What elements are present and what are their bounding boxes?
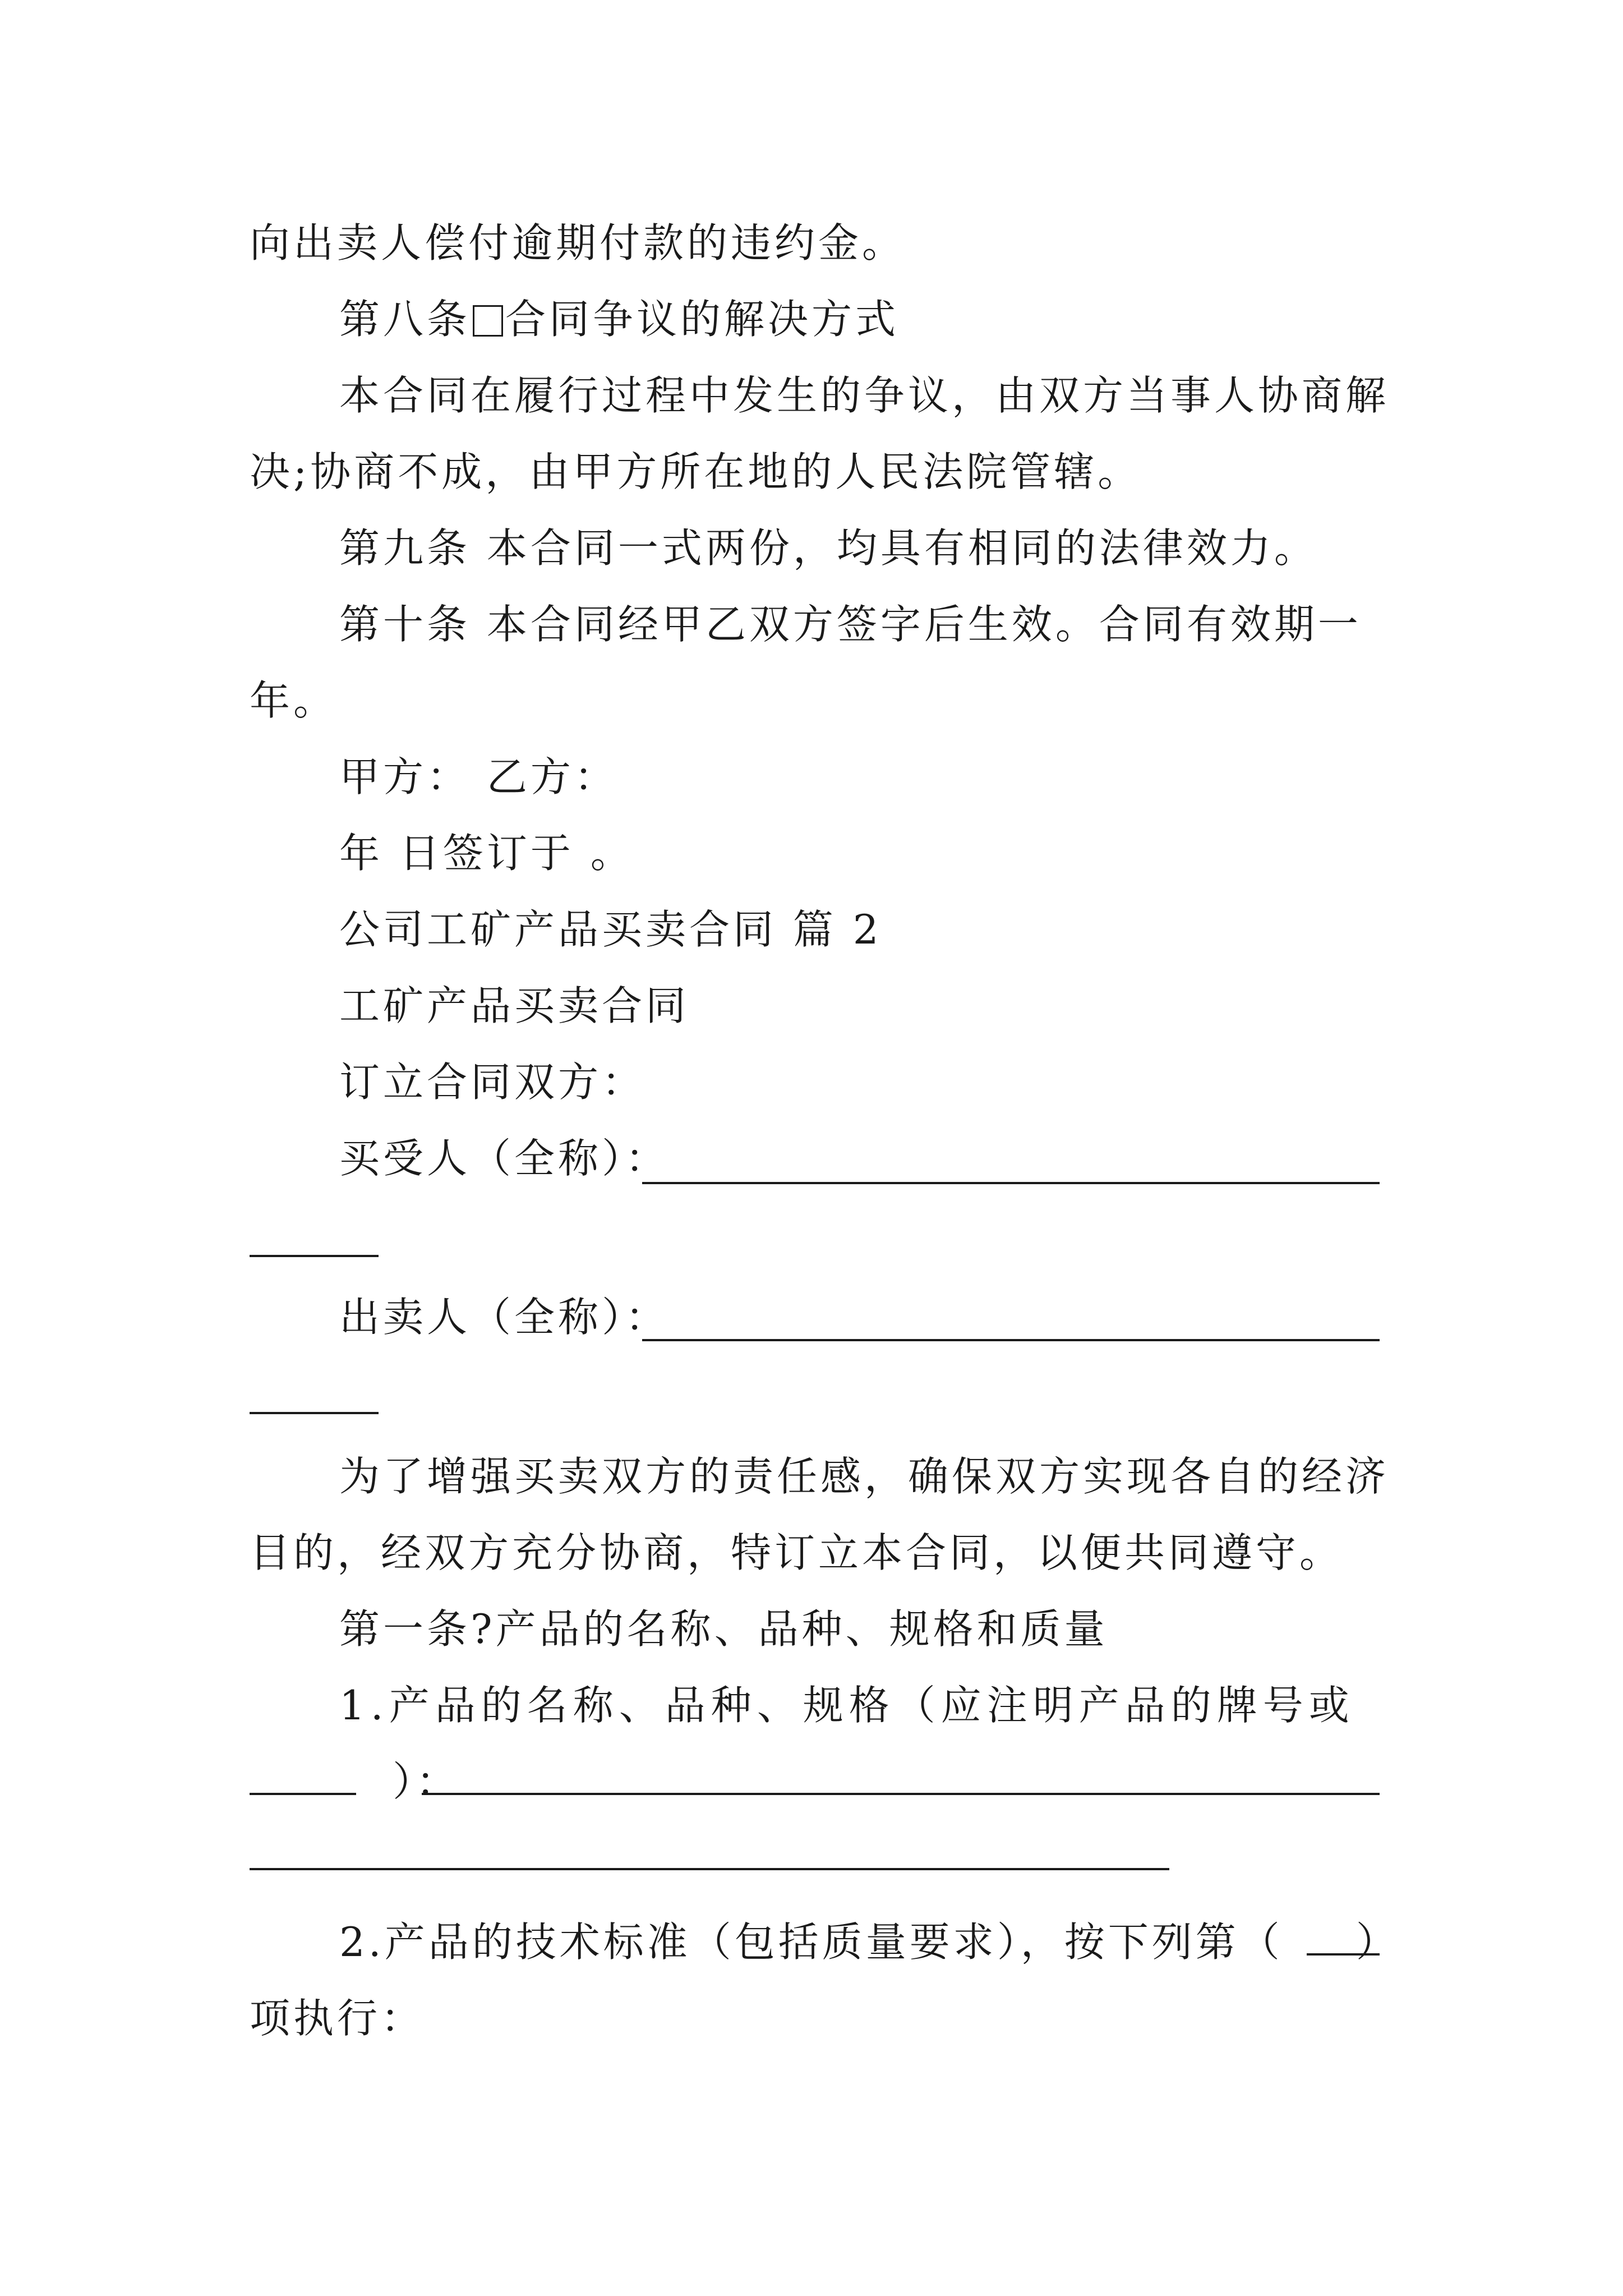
preamble-line-1: 为了增强买卖双方的责任感，确保双方实现各自的经济 (339, 1453, 1390, 1500)
brand-blank-line (250, 1793, 356, 1795)
preamble-line-2: 目的，经双方充分协商，特订立本合同，以便共同遵守。 (250, 1529, 1344, 1576)
clause-8-number: 第八条 (339, 296, 471, 343)
contract-2-heading: 公司工矿产品买卖合同 篇 2 (339, 906, 882, 953)
buyer-name-blank-continuation (250, 1255, 379, 1257)
missing-glyph-box-icon (473, 305, 503, 337)
article-1-item-1-close: ）： (393, 1758, 460, 1805)
seller-full-name-label: 出卖人（全称）： (339, 1294, 670, 1341)
product-spec-blank-line-1 (422, 1793, 1380, 1795)
clause-8-heading (339, 292, 899, 346)
signing-date: 年 日签订于 。 (339, 830, 634, 877)
clause-8-body-2: 决;协商不成，由甲方所在地的人民法院管辖。 (250, 448, 1142, 495)
buyer-full-name-label: 买受人（全称）： (339, 1135, 670, 1182)
article-1-heading: 第一条?产品的名称、品种、规格和质量 (339, 1605, 1108, 1653)
contract-2-title: 工矿产品买卖合同 (339, 982, 690, 1029)
buyer-name-blank-line (642, 1182, 1380, 1184)
article-1-item-2 (339, 1915, 1400, 1969)
article-1-item-2-end: 项执行： (250, 1995, 425, 2042)
seller-name-blank-line (642, 1339, 1380, 1341)
standard-item-blank-line (1307, 1953, 1380, 1955)
article-1-item-2-text: 2.产品的技术标准（包括质量要求），按下列第（ (339, 1918, 1283, 1966)
product-spec-blank-line-2 (250, 1868, 1169, 1870)
seller-name-blank-continuation (250, 1412, 379, 1414)
text-line-overdue-penalty: 向出卖人偿付逾期付款的违约金。 (250, 219, 906, 266)
clause-10-line-2: 年。 (250, 677, 338, 724)
signature-parties: 甲方： 乙方： (339, 753, 618, 800)
article-1-item-1: 1.产品的名称、品种、规格（应注明产品的牌号或 (339, 1682, 1355, 1729)
clause-9: 第九条 本合同一式两份，均具有相同的法律效力。 (339, 524, 1318, 572)
article-1-item-2-close: ） (1355, 1918, 1400, 1966)
contracting-parties-label: 订立合同双方： (339, 1059, 646, 1106)
clause-8-title: 合同争议的解决方式 (505, 296, 900, 343)
clause-10-line-1: 第十条 本合同经甲乙双方签字后生效。合同有效期一 (339, 601, 1362, 648)
clause-8-body-1: 本合同在履行过程中发生的争议，由双方当事人协商解 (339, 372, 1390, 419)
